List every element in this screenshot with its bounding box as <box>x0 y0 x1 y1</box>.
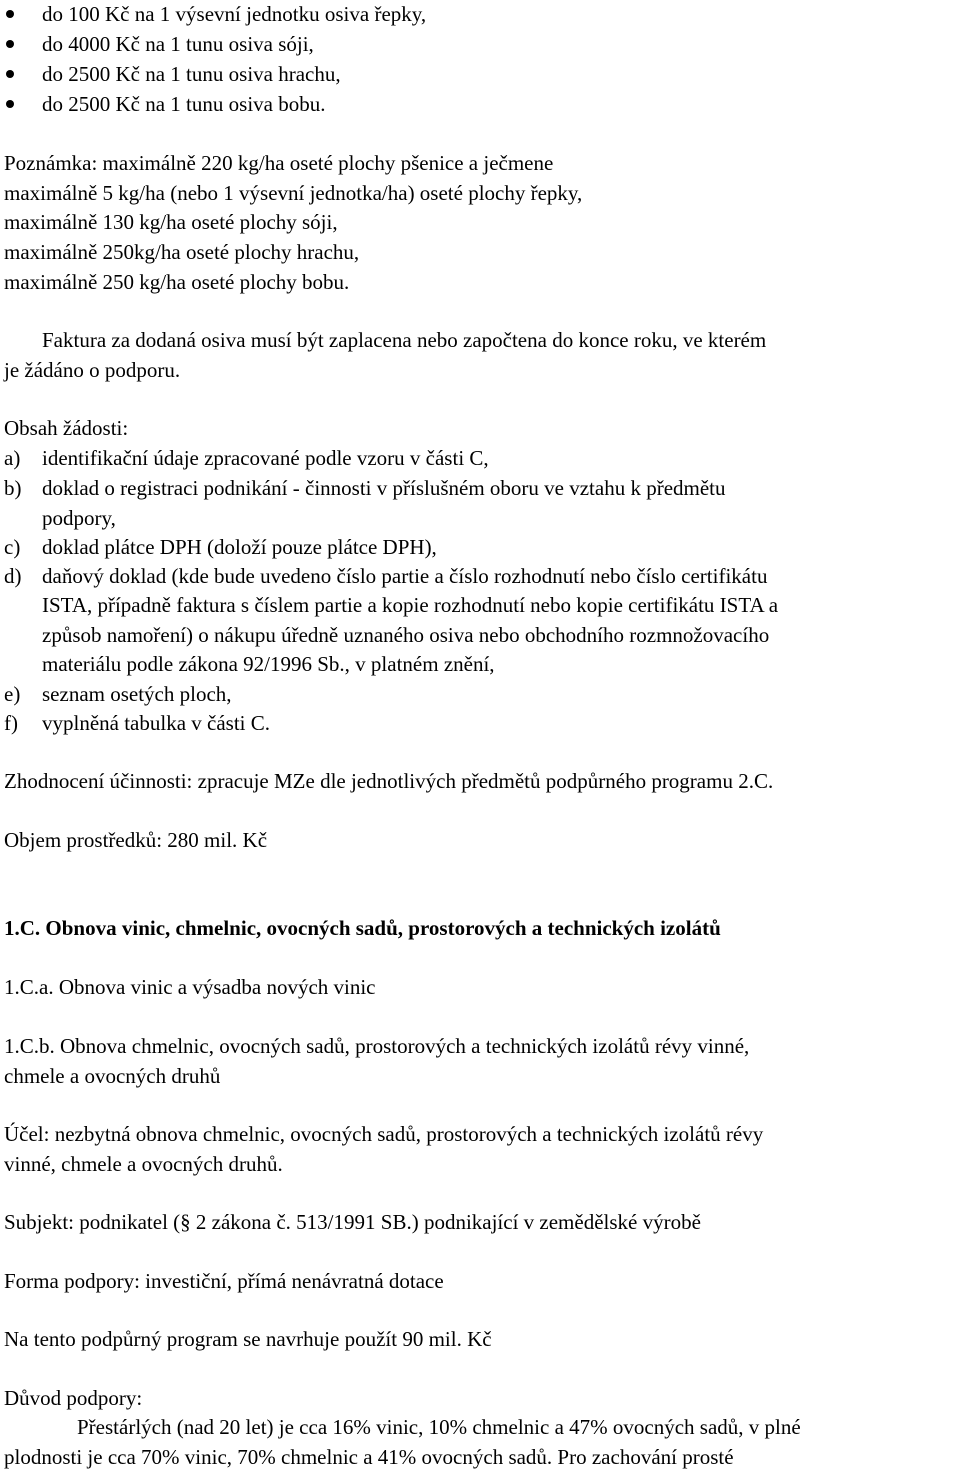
note-line: maximálně 250 kg/ha oseté plochy bobu. <box>4 270 350 294</box>
item-label: c) <box>4 535 21 559</box>
bullet-icon <box>6 40 14 48</box>
item-text: doklad plátce DPH (doloží pouze plátce DPH), <box>42 535 437 559</box>
item-text: identifikační údaje zpracované podle vzoru v části C, <box>42 446 489 470</box>
reason-line: Přestárlých (nad 20 let) je cca 16% vinic, 10% chmelnic a 47% ovocných sadů, v plné <box>77 1415 801 1439</box>
item-label: a) <box>4 446 21 470</box>
bullet-icon <box>6 10 14 18</box>
subsection-b-line: chmele a ovocných druhů <box>4 1064 221 1088</box>
support-form-text: Forma podpory: investiční, přímá nenávratná dotace <box>4 1269 444 1293</box>
subsection-b-line: 1.C.b. Obnova chmelnic, ovocných sadů, prostorových a technických izolátů révy vinné, <box>4 1034 750 1058</box>
volume-text: Objem prostředků: 280 mil. Kč <box>4 828 268 852</box>
item-text: podpory, <box>42 506 116 530</box>
item-text: seznam osetých ploch, <box>42 682 232 706</box>
item-text: doklad o registraci podnikání - činnosti v příslušném oboru ve vztahu k předmětu <box>42 476 726 500</box>
subsection-a: 1.C.a. Obnova vinic a výsadba nových vinic <box>4 975 376 999</box>
item-text: daňový doklad (kde bude uvedeno číslo partie a číslo rozhodnutí nebo číslo certifikátu <box>42 564 768 588</box>
section-heading: 1.C. Obnova vinic, chmelnic, ovocných sadů, prostorových a technických izolátů <box>4 916 721 940</box>
note-line: maximálně 250kg/ha oseté plochy hrachu, <box>4 240 360 264</box>
item-text: ISTA, případně faktura s číslem partie a kopie rozhodnutí nebo kopie certifikátu ISTA a <box>42 593 779 617</box>
item-text: materiálu podle zákona 92/1996 Sb., v platném znění, <box>42 652 495 676</box>
purpose-line: Účel: nezbytná obnova chmelnic, ovocných sadů, prostorových a technických izolátů révy <box>4 1122 764 1146</box>
item-text: způsob namoření) o nákupu úředně uznaného osiva nebo obchodního rozmnožovacího <box>42 623 770 647</box>
content-heading: Obsah žádosti: <box>4 416 129 440</box>
reason-heading: Důvod podpory: <box>4 1386 143 1410</box>
note-line: Poznámka: maximálně 220 kg/ha oseté plochy pšenice a ječmene <box>4 151 554 175</box>
list-item-text: do 2500 Kč na 1 tunu osiva hrachu, <box>42 62 341 86</box>
list-item-text: do 100 Kč na 1 výsevní jednotku osiva řepky, <box>42 2 427 26</box>
item-label: d) <box>4 564 22 588</box>
invoice-line: je žádáno o podporu. <box>4 358 181 382</box>
item-label: e) <box>4 682 21 706</box>
invoice-line: Faktura za dodaná osiva musí být zaplacena nebo započtena do konce roku, ve kterém <box>42 328 767 352</box>
list-item-text: do 2500 Kč na 1 tunu osiva bobu. <box>42 92 326 116</box>
evaluation-text: Zhodnocení účinnosti: zpracuje MZe dle jednotlivých předmětů podpůrného programu 2.C. <box>4 769 774 793</box>
list-item-text: do 4000 Kč na 1 tunu osiva sóji, <box>42 32 314 56</box>
purpose-line: vinné, chmele a ovocných druhů. <box>4 1152 283 1176</box>
reason-line: plodnosti je cca 70% vinic, 70% chmelnic a 41% ovocných sadů. Pro zachování prosté <box>4 1445 734 1469</box>
item-label: b) <box>4 476 22 500</box>
item-text: vyplněná tabulka v části C. <box>42 711 271 735</box>
bullet-icon <box>6 100 14 108</box>
subject-text: Subjekt: podnikatel (§ 2 zákona č. 513/1991 SB.) podnikající v zemědělské výrobě <box>4 1210 701 1234</box>
item-label: f) <box>4 711 18 735</box>
note-line: maximálně 130 kg/ha oseté plochy sóji, <box>4 210 338 234</box>
proposal-text: Na tento podpůrný program se navrhuje použít 90 mil. Kč <box>4 1327 492 1351</box>
bullet-icon <box>6 70 14 78</box>
note-line: maximálně 5 kg/ha (nebo 1 výsevní jednotka/ha) oseté plochy řepky, <box>4 181 583 205</box>
